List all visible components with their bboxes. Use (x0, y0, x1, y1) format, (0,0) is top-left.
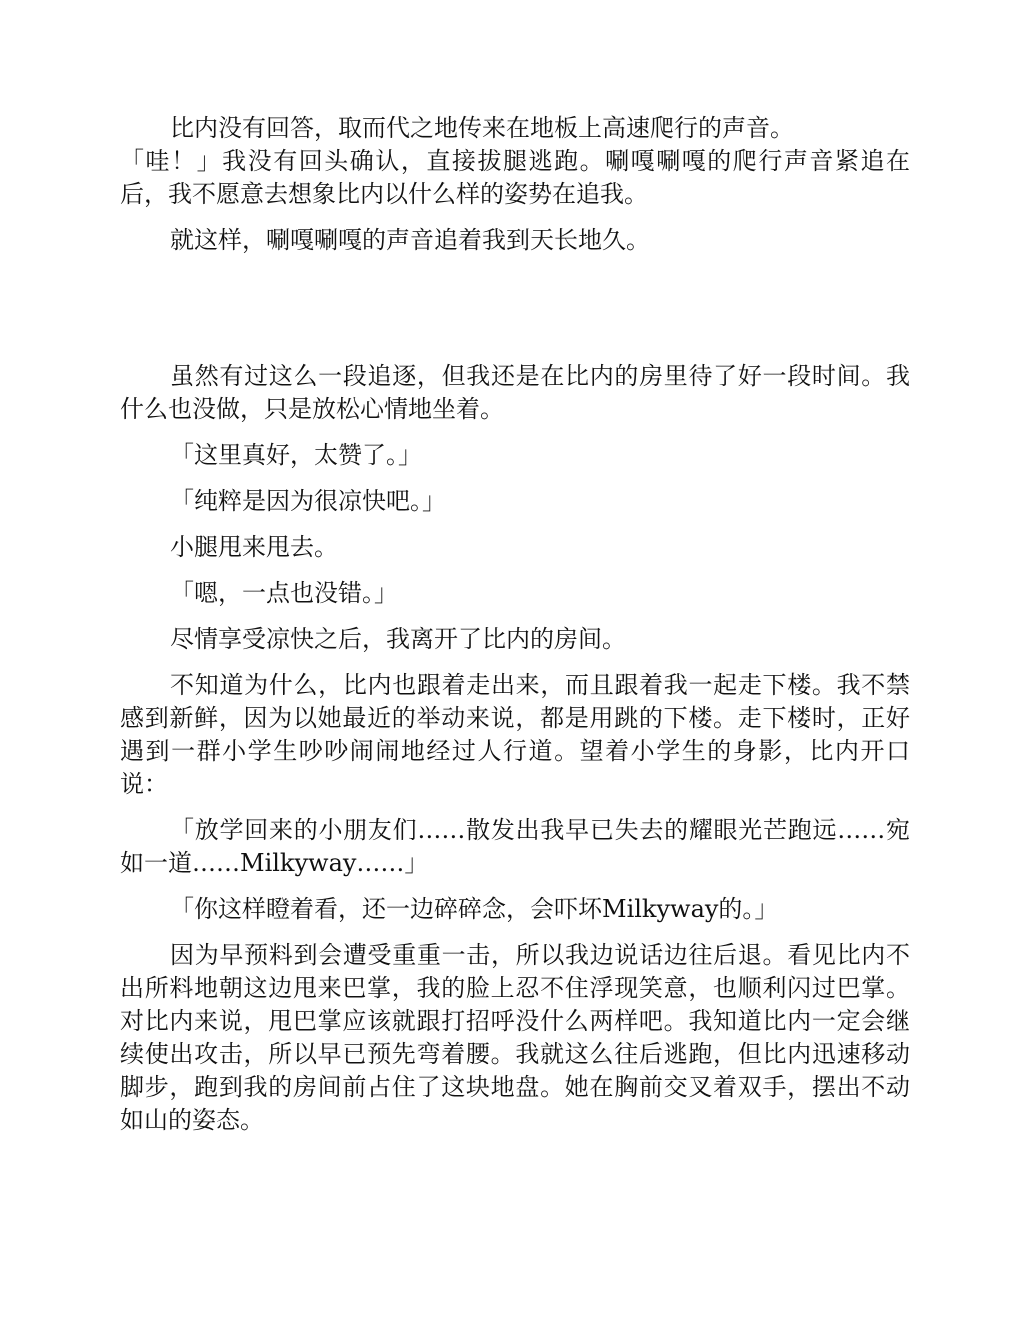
paragraph-4: 虽然有过这么一段追逐，但我还是在比内的房里待了好一段时间。我什么也没做，只是放松心情地坐着。 (120, 362, 910, 423)
paragraph-12: 「你这样瞪着看，还一边碎碎念，会吓坏Milkyway的。」 (170, 895, 779, 923)
paragraph-8: 「嗯，一点也没错。」 (170, 579, 398, 607)
paragraph-1: 比内没有回答，取而代之地传来在地板上高速爬行的声音。 (170, 114, 794, 142)
paragraph-6: 「纯粹是因为很凉快吧。」 (170, 487, 446, 515)
paragraph-9: 尽情享受凉快之后，我离开了比内的房间。 (170, 625, 626, 653)
paragraph-2: 「哇！」我没有回头确认，直接拔腿逃跑。唰嘎唰嘎的爬行声音紧追在后，我不愿意去想象比内以什么样的姿势在追我。 (120, 147, 910, 208)
section-break (120, 270, 910, 360)
paragraph-5: 「这里真好，太赞了。」 (170, 441, 422, 469)
paragraph-7: 小腿甩来甩去。 (170, 533, 338, 561)
paragraph-11: 「放学回来的小朋友们……散发出我早已失去的耀眼光芒跑远……宛如一道……Milkyway……」 (120, 816, 910, 877)
document-page (120, 112, 910, 1150)
paragraph-13: 因为早预料到会遭受重重一击，所以我边说话边往后退。看见比内不出所料地朝这边甩来巴掌，我的脸上忍不住浮现笑意，也顺利闪过巴掌。对比内来说，甩巴掌应该就跟打招呼没什么两样吧。我知道比内一定会继续使出攻击，所以早已预先弯着腰。我就这么往后逃跑，但比内迅速移动脚步，跑到我的房间前占住了这块地盘。她在胸前交叉着双手，摆出不动如山的姿态。 (120, 941, 910, 1134)
paragraph-10: 不知道为什么，比内也跟着走出来，而且跟着我一起走下楼。我不禁感到新鲜，因为以她最近的举动来说，都是用跳的下楼。走下楼时，正好遇到一群小学生吵吵闹闹地经过人行道。望着小学生的身影，比内开口说： (120, 671, 910, 798)
paragraph-3: 就这样，唰嘎唰嘎的声音追着我到天长地久。 (170, 226, 650, 254)
